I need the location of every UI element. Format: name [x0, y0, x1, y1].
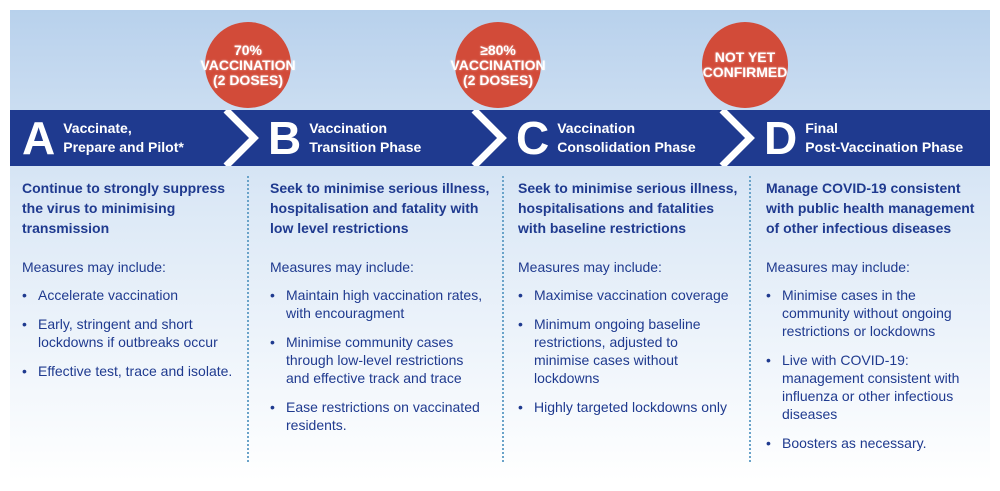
- measure-line: • Minimum ongoing baseline: [534, 316, 701, 332]
- badge-line: VACCINATION: [200, 56, 296, 73]
- measure-line: • Highly targeted lockdowns only: [534, 399, 727, 415]
- phase-goal: [766, 178, 998, 238]
- measure-item: [766, 434, 998, 452]
- measure-line: restrictions or lockdowns: [782, 323, 936, 339]
- phase-column-b: [270, 178, 502, 445]
- goal-line: with public health management: [766, 200, 975, 216]
- badge-line: NOT YET: [714, 49, 776, 65]
- badge-80-percent: [450, 22, 546, 108]
- measure-line: with encouragment: [286, 305, 405, 321]
- goal-line: transmission: [22, 220, 110, 236]
- phase-header-c: [516, 110, 696, 166]
- measure-line: • Early, stringent and short: [38, 316, 193, 332]
- measures-label: Measures may include:: [22, 259, 166, 275]
- measure-line: management consistent with: [782, 370, 960, 386]
- measure-line: • Maintain high vaccination rates,: [286, 287, 483, 303]
- phase-title: [309, 119, 421, 157]
- measure-line: community without ongoing: [782, 305, 952, 321]
- measures-list: [518, 286, 750, 416]
- phase-letter: B: [268, 112, 302, 164]
- measures-label: Measures may include:: [518, 259, 662, 275]
- chevron-arrow-icon: [474, 110, 502, 166]
- measure-item: [518, 286, 750, 304]
- phase-column-c: [518, 178, 750, 427]
- phase-letter: D: [764, 112, 798, 164]
- phase-title: [63, 119, 184, 157]
- goal-line: hospitalisation and fatality with: [270, 200, 479, 216]
- measure-line: influenza or other infectious: [782, 388, 954, 404]
- measure-line: • Accelerate vaccination: [38, 287, 179, 303]
- goal-line: Manage COVID-19 consistent: [766, 180, 961, 196]
- phase-title-line: Transition Phase: [309, 139, 422, 155]
- measure-item: [518, 315, 750, 387]
- measure-line: lockdowns if outbreaks occur: [38, 334, 218, 350]
- phase-column-d: [766, 178, 998, 463]
- phase-goal: [270, 178, 502, 238]
- measure-item: [22, 286, 254, 304]
- chevron-arrow-icon: [722, 110, 750, 166]
- goal-line: of other infectious diseases: [766, 220, 952, 236]
- measure-item: [766, 351, 998, 423]
- measure-item: [270, 398, 502, 434]
- goal-line: hospitalisations and fatalities: [518, 200, 715, 216]
- measure-item: [518, 398, 750, 416]
- phase-title-line: Post-Vaccination Phase: [805, 139, 964, 155]
- badge-line: CONFIRMED: [702, 64, 788, 80]
- measure-line: • Effective test, trace and isolate.: [38, 363, 233, 379]
- measures-list: [22, 286, 254, 380]
- badge-line: VACCINATION: [450, 56, 546, 73]
- measure-item: [270, 333, 502, 387]
- measure-line: minimise cases without: [534, 352, 678, 368]
- badge-line: (2 DOSES): [212, 71, 283, 88]
- measure-line: diseases: [782, 406, 838, 422]
- phase-goal: [518, 178, 750, 238]
- phase-column-a: [22, 178, 254, 391]
- measure-line: through low-level restrictions: [286, 352, 464, 368]
- phase-title: [805, 119, 963, 157]
- phase-title-line: Vaccinate,: [63, 120, 132, 136]
- goal-line: Seek to minimise serious illness,: [518, 180, 738, 196]
- phase-header-d: [764, 110, 963, 166]
- measure-item: [766, 286, 998, 340]
- measure-line: • Live with COVID-19:: [782, 352, 909, 368]
- phase-letter: C: [516, 112, 550, 164]
- badge-not-confirmed: [702, 22, 788, 108]
- phase-title-line: Consolidation Phase: [557, 139, 696, 155]
- chevron-arrow-icon: [226, 110, 254, 166]
- measure-line: • Maximise vaccination coverage: [534, 287, 729, 303]
- measure-line: lockdowns: [534, 370, 600, 386]
- measure-line: • Ease restrictions on vaccinated: [286, 399, 480, 415]
- badge-line: 70%: [233, 41, 263, 58]
- goal-line: Seek to minimise serious illness,: [270, 180, 490, 196]
- measure-line: • Minimise community cases: [286, 334, 454, 350]
- badge-line: ≥80%: [480, 41, 516, 58]
- measures-list: [270, 286, 502, 434]
- phase-title: [557, 119, 695, 157]
- phase-title-line: Vaccination: [309, 120, 388, 136]
- measure-item: [22, 315, 254, 351]
- measure-line: • Minimise cases in the: [782, 287, 916, 303]
- measures-list: [766, 286, 998, 452]
- phase-header-b: [268, 110, 421, 166]
- goal-line: low level restrictions: [270, 220, 409, 236]
- goal-line: the virus to minimising: [22, 200, 176, 216]
- measure-line: residents.: [286, 417, 347, 433]
- measure-item: [22, 362, 254, 380]
- measure-line: restrictions, adjusted to: [534, 334, 678, 350]
- badge-line: (2 DOSES): [462, 71, 533, 88]
- measures-label: Measures may include:: [270, 259, 414, 275]
- goal-line: with baseline restrictions: [518, 220, 687, 236]
- measure-line: • Boosters as necessary.: [782, 435, 927, 451]
- badge-70-percent: [200, 22, 296, 108]
- measure-item: [270, 286, 502, 322]
- measures-label: Measures may include:: [766, 259, 910, 275]
- phase-letter: A: [22, 112, 56, 164]
- phase-title-line: Prepare and Pilot*: [63, 139, 184, 155]
- phase-header-a: [22, 110, 184, 166]
- goal-line: Continue to strongly suppress: [22, 180, 226, 196]
- column-divider: [502, 176, 504, 462]
- phase-title-line: Vaccination: [557, 120, 636, 136]
- phase-goal: [22, 178, 254, 238]
- phase-title-line: Final: [805, 120, 838, 136]
- measure-line: and effective track and trace: [286, 370, 462, 386]
